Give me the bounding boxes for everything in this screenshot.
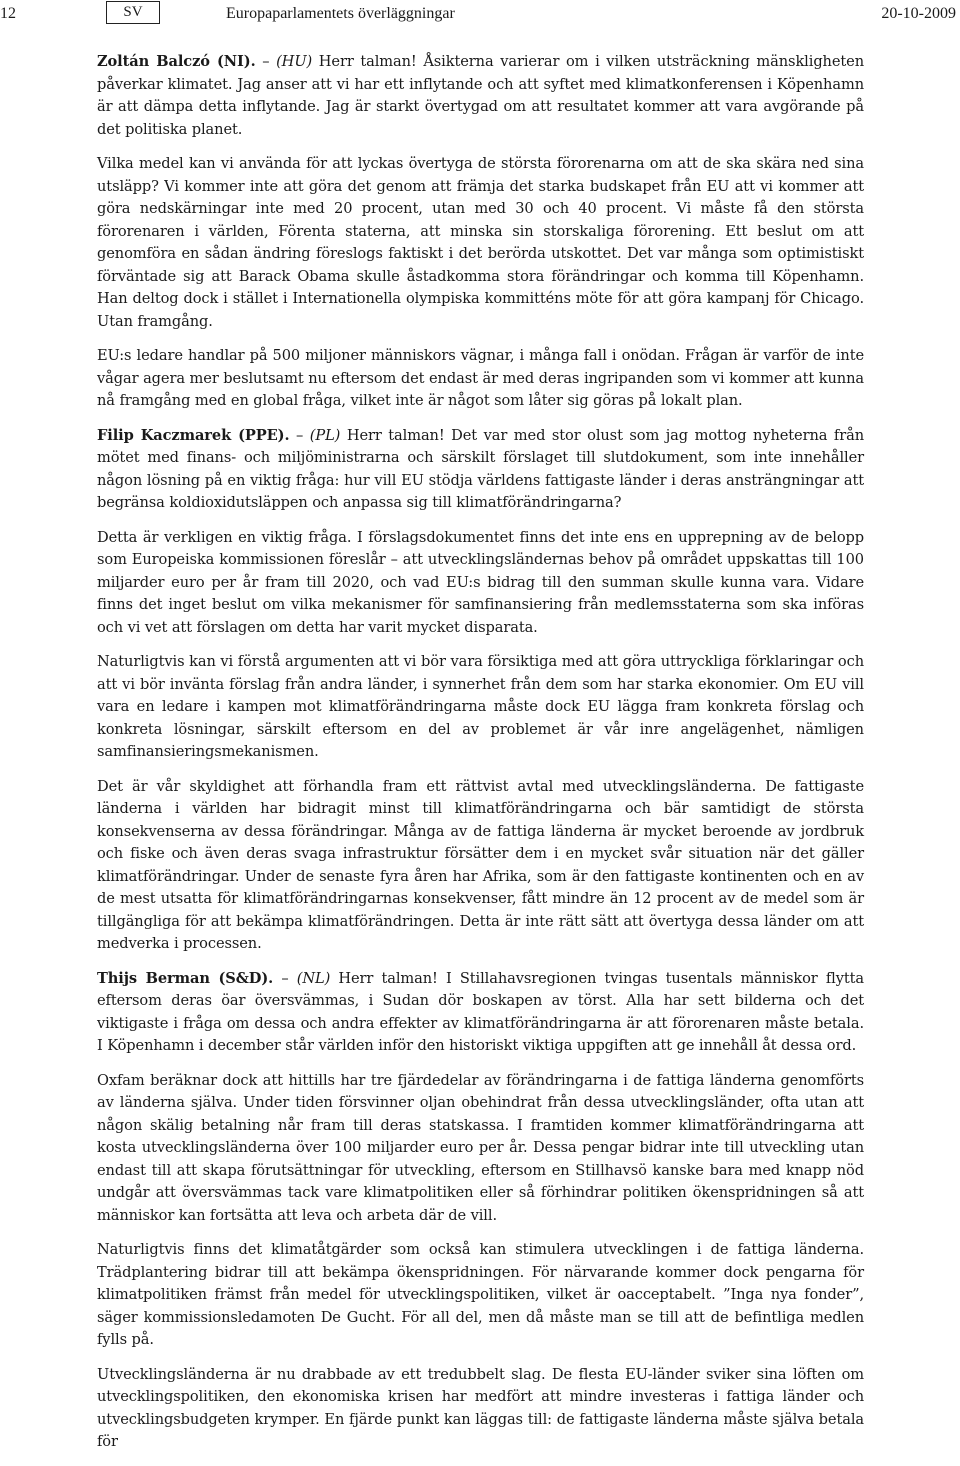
dash-separator: – [289, 426, 310, 444]
paragraph [97, 968, 864, 1058]
publication-date: 20-10-2009 [881, 5, 956, 22]
paragraph-text: Herr talman! Åsikterna varierar om i vilken utsträckning mänskligheten påverkar klimatet. Jag anser att vi har ett inflytande och att syftet med klimatkonferensen i Köpenhamn är att dämpa detta inflytande. Jag är starkt övertygad om att resultatet kommer att vara avgörande på det politiska planet. [97, 53, 864, 138]
language-badge: SV [106, 1, 160, 24]
paragraph-text: Herr talman! Det var med stor olust som jag mottog nyheterna från mötet med finans- och miljöministrarna och särskilt förslaget till slutdokument, som inte innehåller någon lösning på en viktig fråga: hur vill EU stödja världens fattigaste länder i deras ansträngningar att begränsa koldioxidutsläppen och anpassa sig till klimatförändringarna? [97, 426, 864, 511]
paragraph: Vilka medel kan vi använda för att lyckas övertyga de största förorenarna om att de ska skära ned sina utsläpp? Vi kommer inte att göra det genom att främja det starka budskapet från EU att vi kommer att göra nedskärningar inte med 20 procent, utan med 30 och 40 procent. Vi måste få den största förorenaren i världen, Förenta staterna, att minska sin storskaliga förorening. Ett beslut om att genomföra en sådan ändring föreslogs faktiskt i det berörda utskottet. Det var många som optimistiskt förväntade sig att Barack Obama skulle åstadkomma stora förändringar och komma till Köpenhamn. Han deltog dock i stället i Internationella olympiska kommitténs möte för att göra kampanj för Chicago. Utan framgång. [97, 155, 864, 330]
paragraph [97, 425, 864, 515]
paragraph-text: Herr talman! I Stillahavsregionen tvingas tusentals människor flytta eftersom deras öar översvämmas, i Sudan dör boskapen av törst. Alla har sett bilderna och det viktigaste i fråga om dessa och andra effekter av klimatförändringarna är att förorenaren måste betala. I Köpenhamn i december står världen inför den historiskt viktiga uppgiften att ge innehåll åt dessa ord. [97, 969, 864, 1054]
language-code: (PL) [309, 426, 341, 444]
language-code: (HU) [276, 53, 313, 70]
document-body [97, 51, 864, 1466]
paragraph: Oxfam beräknar dock att hittills har tre fjärdedelar av förändringarna i de fattiga länderna genomförts av länderna själva. Under tiden försvinner oljan obehindrat från dessa utvecklingsländer, ofta utan att någon skälig betalning når fram till deras statskassa. I framtiden kommer klimatförändringarna att kosta utvecklingsländerna över 100 miljarder euro per år. Dessa pengar bidrar inte till utveckling utan endast till att skapa förutsättningar för utveckling, eftersom en Stillhavsö kanske bara med knapp nöd undgår att översvämmas tack vare klimatpolitiken eller så förhindrar politiken ökenspridningen så att människor kan fortsätta att leva och arbeta där de vill. [97, 1071, 864, 1224]
paragraph: Naturligtvis kan vi förstå argumenten att vi bör vara försiktiga med att göra uttryckliga förklaringar och att vi bör invänta förslag från andra länder, i synnerhet från dem som har starka ekonomier. Om EU vill vara en ledare i kampen mot klimatförändringarna måste dock EU lägga fram konkreta förslag och konkreta lösningar, särskilt eftersom en del av problemet är vår inre angelägenhet, nämligen samfinansieringsmekanismen. [97, 653, 864, 760]
dash-separator: – [273, 969, 297, 987]
language-code: (NL) [296, 969, 331, 987]
paragraph: Utvecklingsländerna är nu drabbade av ett tredubbelt slag. De flesta EU-länder sviker sina löften om utvecklingspolitiken, den ekonomiska krisen har medfört att mindre investeras i fattiga länder och utvecklingsbudgeten krymper. En fjärde punkt kan läggas till: de fattigaste länderna måste själva betala för [97, 1365, 864, 1450]
page-number: 12 [0, 5, 16, 22]
paragraph: Det är vår skyldighet att förhandla fram ett rättvist avtal med utvecklingsländerna. De fattigaste länderna i världen har bidragit minst till klimatförändringarna och bär samtidigt de största konsekvenserna av dessa förändringar. Många av de fattiga länderna är mycket beroende av jordbruk och fiske och även deras svaga infrastruktur försätter dem i en mycket svår situation när det gäller klimatförändringar. Under de senaste fyra åren har Afrika, som är den fattigaste kontinenten och en av de mest utsatta för klimatförändringarnas konsekvenser, fått mindre än 12 procent av de medel som är tillgängliga för att bekämpa klimatförändringen. Detta är inte rätt sätt att övertyga dessa länder om att medverka i processen. [97, 777, 864, 952]
paragraph: Naturligtvis finns det klimatåtgärder som också kan stimulera utvecklingen i de fattiga länderna. Trädplantering bidrar till att bekämpa ökenspridningen. För närvarande kommer dock pengarna för klimatpolitiken främst från medel för utvecklingspolitiken, vilket är oacceptabelt. ”Inga nya fonder”, säger kommissionsledamoten De Gucht. För all del, men då måste man se till att de befintliga medlen fylls på. [97, 1241, 864, 1348]
paragraph: Detta är verkligen en viktig fråga. I förslagsdokumentet finns det inte ens en upprepning av de belopp som Europeiska kommissionen föreslår – att utvecklingsländernas behov på området uppskattas till 100 miljarder euro per år fram till 2020, och vad EU:s bidrag till den summan skulle kunna vara. Vidare finns det inget beslut om vilka mekanismer för samfinansiering från medlemsstaterna som ska införas och vi vet att förslagen om detta har varit mycket disparata. [97, 528, 864, 636]
paragraph: EU:s ledare handlar på 500 miljoner människors vägnar, i många fall i onödan. Frågan är varför de inte vågar agera mer beslutsamt nu eftersom det endast är med deras ingripanden som vi kommer att kunna nå framgång med en global fråga, vilket inte är något som låter sig göras på lokalt plan. [97, 347, 864, 409]
speaker-name: Zoltán Balczó (NI). [97, 53, 256, 70]
speaker-name: Thijs Berman (S&D). [97, 969, 274, 987]
publication-title: Europaparlamentets överläggningar [226, 5, 455, 22]
speaker-name: Filip Kaczmarek (PPE). [97, 426, 290, 444]
page-header [0, 0, 960, 30]
paragraph [97, 51, 864, 141]
dash-separator: – [255, 53, 277, 70]
